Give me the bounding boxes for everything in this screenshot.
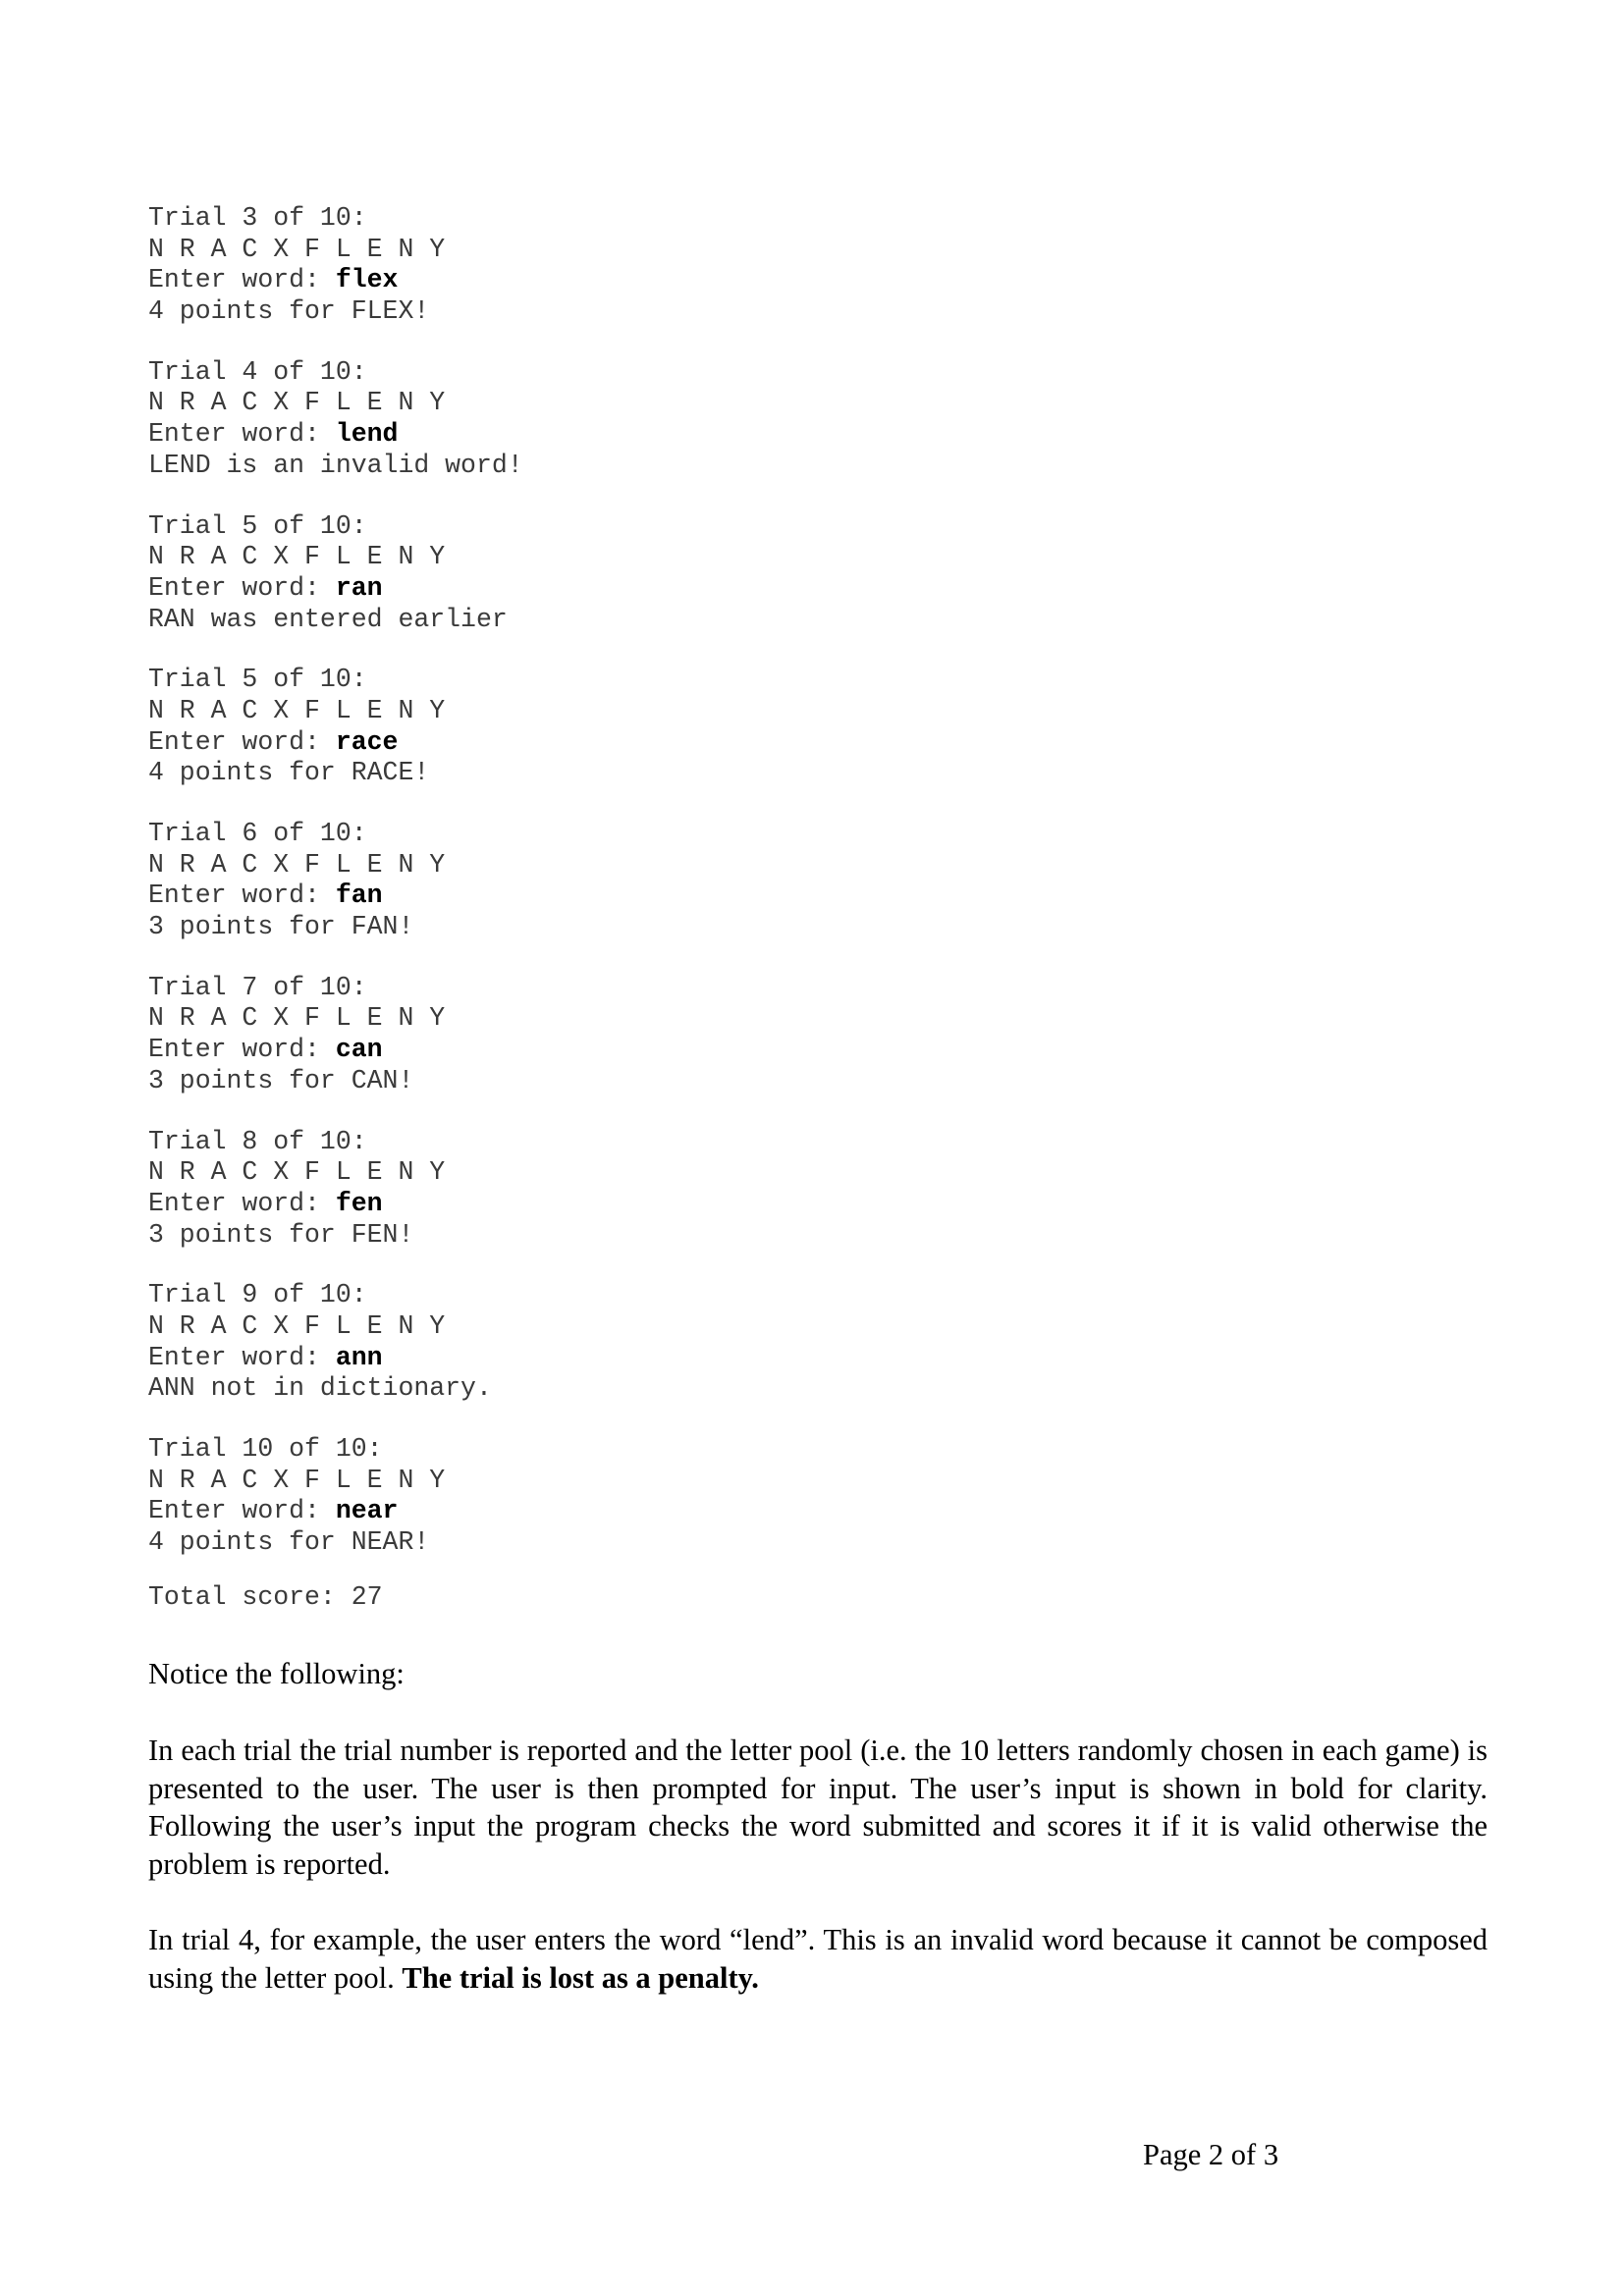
trial-header: Trial 4 of 10: (148, 356, 367, 387)
trial-result: 3 points for FEN! (148, 1219, 414, 1250)
penalty-note: The trial is lost as a penalty. (402, 1960, 759, 1995)
user-input: lend (335, 419, 399, 450)
input-line (148, 573, 1326, 605)
trial-block (148, 665, 1326, 789)
user-input: flex (335, 265, 399, 295)
input-line (148, 1343, 1326, 1374)
trial-result: RAN was entered earlier (148, 604, 508, 634)
prompt-text: Enter word: (148, 572, 336, 603)
letter-pool: N R A C X F L E N Y (148, 1310, 446, 1341)
trial-block (148, 819, 1326, 943)
user-input: ran (335, 572, 383, 603)
example-paragraph (148, 1921, 1488, 1997)
notice-heading: Notice the following: (148, 1657, 405, 1690)
letter-pool: N R A C X F L E N Y (148, 542, 446, 572)
letter-pool: N R A C X F L E N Y (148, 234, 446, 264)
prompt-text: Enter word: (148, 1496, 336, 1526)
trial-header: Trial 6 of 10: (148, 819, 367, 848)
trial-header: Trial 10 of 10: (148, 1434, 383, 1464)
user-input: race (335, 726, 399, 757)
user-input: fen (335, 1188, 383, 1218)
user-input: can (335, 1035, 383, 1065)
trial-block (148, 1127, 1326, 1252)
explanation-paragraph: In each trial the trial number is reported and the letter pool (i.e. the 10 letters randomly chosen in each game) is presented to the user. The user is then prompted for input. The user’s input is shown in bold for clarity. Following the user’s input the program checks the word submitted and scores it if it is valid otherwise the problem is reported. (148, 1734, 1488, 1881)
input-line (148, 1496, 1326, 1527)
letter-pool: N R A C X F L E N Y (148, 695, 446, 725)
prompt-text: Enter word: (148, 1035, 336, 1065)
input-line (148, 727, 1326, 759)
trial-block (148, 511, 1326, 636)
trial-result: 4 points for NEAR! (148, 1527, 430, 1558)
letter-pool: N R A C X F L E N Y (148, 388, 446, 418)
trial-header: Trial 8 of 10: (148, 1126, 367, 1156)
trial-block (148, 1280, 1326, 1405)
trial-result: ANN not in dictionary. (148, 1373, 492, 1404)
page-number: Page 2 of 3 (1143, 2138, 1279, 2171)
letter-pool: N R A C X F L E N Y (148, 849, 446, 880)
trial-header: Trial 9 of 10: (148, 1280, 367, 1310)
trial-block (148, 203, 1326, 328)
trial-result: 3 points for FAN! (148, 912, 414, 942)
letter-pool: N R A C X F L E N Y (148, 1003, 446, 1034)
prompt-text: Enter word: (148, 265, 336, 295)
letter-pool: N R A C X F L E N Y (148, 1465, 446, 1495)
user-input: near (335, 1496, 399, 1526)
user-input: fan (335, 881, 383, 911)
total-score: Total score: 27 (148, 1581, 383, 1612)
console-transcript (148, 203, 1326, 1613)
input-line (148, 265, 1326, 296)
prompt-text: Enter word: (148, 726, 336, 757)
user-input: ann (335, 1342, 383, 1372)
input-line (148, 419, 1326, 451)
prompt-text: Enter word: (148, 1342, 336, 1372)
input-line (148, 881, 1326, 912)
example-text: In trial 4, for example, the user enters the word “lend”. This is an invalid word because it cannot be composed using the letter pool. (148, 1923, 1488, 1995)
trial-result: LEND is an invalid word! (148, 450, 523, 480)
input-line (148, 1035, 1326, 1066)
trial-block (148, 973, 1326, 1097)
trial-result: 3 points for CAN! (148, 1065, 414, 1095)
trial-header: Trial 3 of 10: (148, 203, 367, 233)
prompt-text: Enter word: (148, 419, 336, 450)
trial-block (148, 357, 1326, 482)
prompt-text: Enter word: (148, 1188, 336, 1218)
trial-result: 4 points for RACE! (148, 758, 430, 788)
trial-result: 4 points for FLEX! (148, 296, 430, 327)
trial-header: Trial 5 of 10: (148, 665, 367, 695)
letter-pool: N R A C X F L E N Y (148, 1157, 446, 1188)
trial-header: Trial 7 of 10: (148, 972, 367, 1002)
trial-block (148, 1434, 1326, 1559)
trial-header: Trial 5 of 10: (148, 510, 367, 541)
input-line (148, 1189, 1326, 1220)
prompt-text: Enter word: (148, 881, 336, 911)
